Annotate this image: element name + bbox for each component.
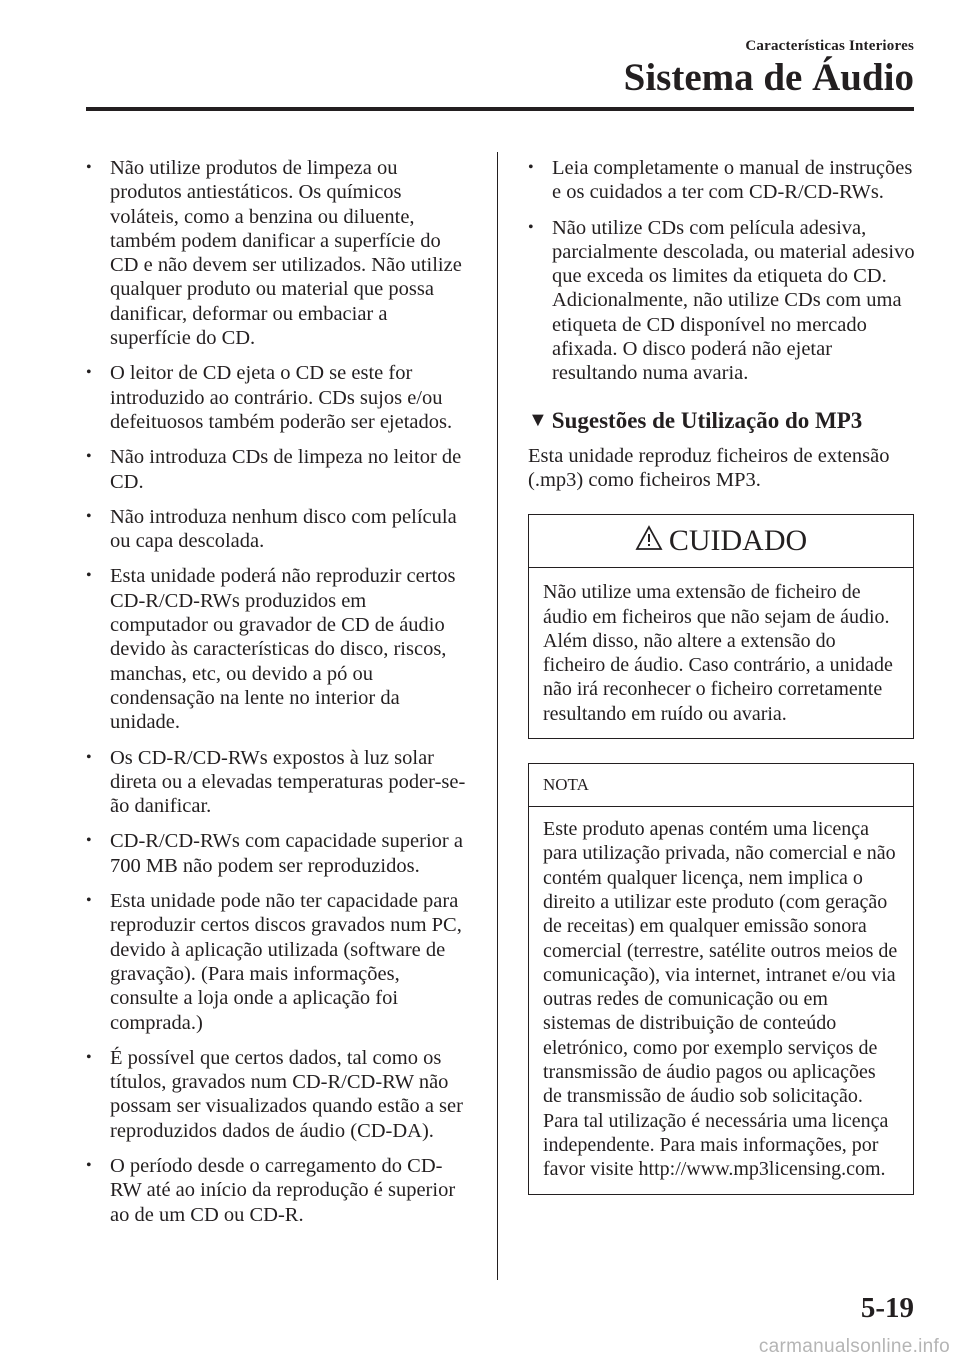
section-intro: Esta unidade reproduz ficheiros de extensão (.mp3) como ficheiros MP3. <box>528 444 890 491</box>
warning-icon <box>635 525 663 558</box>
list-item-text: Leia completamente o manual de instruções e os cuidados a ter com CD-R/CD-RWs. <box>552 157 913 204</box>
list-item-text: Não utilize CDs com película adesiva, parcialmente descolada, ou material adesivo que exceda os limites da etiqueta do CD. Adicionalmente, não utilize CDs com uma etiqueta de CD disponível no mercado afixada. O disco poderá não ejetar resultando numa avaria. <box>552 216 915 385</box>
page-number: 5-19 <box>860 1292 914 1324</box>
list-item <box>86 1046 468 1143</box>
bullet-icon: • <box>86 448 92 466</box>
triangle-down-icon: ▼ <box>528 409 548 432</box>
list-item <box>86 746 468 819</box>
bullet-icon: • <box>86 832 92 850</box>
caution-title: CUIDADO <box>668 524 808 558</box>
bullet-icon: • <box>86 507 92 525</box>
bullet-icon: • <box>86 1156 92 1174</box>
section-header: Características Interiores <box>745 38 914 54</box>
list-item <box>86 445 468 494</box>
list-item <box>86 564 468 734</box>
right-column <box>528 156 916 1195</box>
caution-text: Não utilize uma extensão de ficheiro de áudio em ficheiros que não sejam de áudio. Além disso, não altere a extensão do ficheiro de áudio. Caso contrário, a unidade não irá reconhecer o ficheiro corretamente resultando em ruído ou avaria. <box>543 581 893 725</box>
caution-header <box>529 515 913 568</box>
note-box <box>528 763 914 1194</box>
bullet-icon: • <box>86 892 92 910</box>
list-item-text: Esta unidade poderá não reproduzir certos CD-R/CD-RWs produzidos em computador ou gravador de CD de áudio devido às características do disco, riscos, manchas, etc, ou devido a pó ou condensação na lente no interior da unidade. <box>110 565 456 734</box>
column-divider <box>497 152 498 1280</box>
header-rule <box>86 107 914 111</box>
caution-box <box>528 514 914 739</box>
watermark: carmanualsonline.info <box>758 1336 950 1357</box>
note-title: NOTA <box>529 764 913 807</box>
page-title: Sistema de Áudio <box>623 56 914 99</box>
list-item-text: O período desde o carregamento do CD-RW até ao início da reprodução é superior ao de um CD ou CD-R. <box>110 1154 456 1226</box>
section-heading-text: Sugestões de Utilização do MP3 <box>551 407 863 433</box>
bullet-icon: • <box>86 159 92 176</box>
bullet-icon: • <box>528 159 534 176</box>
list-item <box>528 216 916 386</box>
bullet-icon: • <box>86 1048 92 1066</box>
right-bullet-list <box>528 156 916 386</box>
list-item-text: É possível que certos dados, tal como os títulos, gravados num CD-R/CD-RW não possam ser visualizados quando estão a ser reproduzidos dados de áudio (CD-DA). <box>110 1046 463 1142</box>
list-item-text: O leitor de CD ejeta o CD se este for introduzido ao contrário. CDs sujos e/ou defeituosos também poderão ser ejetados. <box>110 362 453 433</box>
list-item <box>86 1154 468 1227</box>
list-item-text: Esta unidade pode não ter capacidade para reproduzir certos discos gravados num PC, devido à aplicação utilizada (software de gravação). (Para mais informações, consulte a loja onde a aplicação foi comprada.) <box>110 890 462 1034</box>
list-item-text: Não introduza CDs de limpeza no leitor de CD. <box>110 446 462 493</box>
left-column <box>86 156 468 1238</box>
bullet-icon: • <box>528 218 534 236</box>
list-item-text: CD-R/CD-RWs com capacidade superior a 700 MB não podem ser reproduzidos. <box>110 830 463 877</box>
bullet-icon: • <box>86 567 92 585</box>
list-item <box>86 505 468 554</box>
bullet-icon: • <box>86 364 92 382</box>
list-item <box>86 829 468 878</box>
list-item <box>86 361 468 434</box>
list-item-text: Os CD-R/CD-RWs expostos à luz solar direta ou a elevadas temperaturas poder-se-ão danificar. <box>110 746 466 818</box>
list-item <box>86 889 468 1035</box>
bullet-icon: • <box>86 748 92 766</box>
note-text: Este produto apenas contém uma licença para utilização privada, não comercial e não contém qualquer licença, nem implica o direito a utilizar este produto (com geração de receitas) em qualquer emissão sonora comercial (terrestre, satélite outros meios de comunicação), via internet, intranet e/ou via outras redes de comunicação ou em sistemas de distribuição de conteúdo eletrónico, como por exemplo serviços de transmissão de áudio pagos ou aplicações de transmissão de áudio sob solicitação. Para tal utilização é necessária uma licença independente. Para mais informações, por favor visite http://www.mp3licensing.com. <box>543 818 898 1181</box>
list-item-text: Não utilize produtos de limpeza ou produtos antiestáticos. Os químicos voláteis, como a benzina ou diluente, também podem danificar a superfície do CD e não devem ser utilizados. Não utilize qualquer produto ou material que possa danificar, deformar ou embaciar a superfície do CD. <box>110 157 462 350</box>
list-item-text: Não introduza nenhum disco com película ou capa descolada. <box>110 505 457 553</box>
section-heading <box>528 408 916 434</box>
left-bullet-list <box>86 156 468 1227</box>
list-item <box>86 156 468 350</box>
list-item <box>528 156 916 205</box>
